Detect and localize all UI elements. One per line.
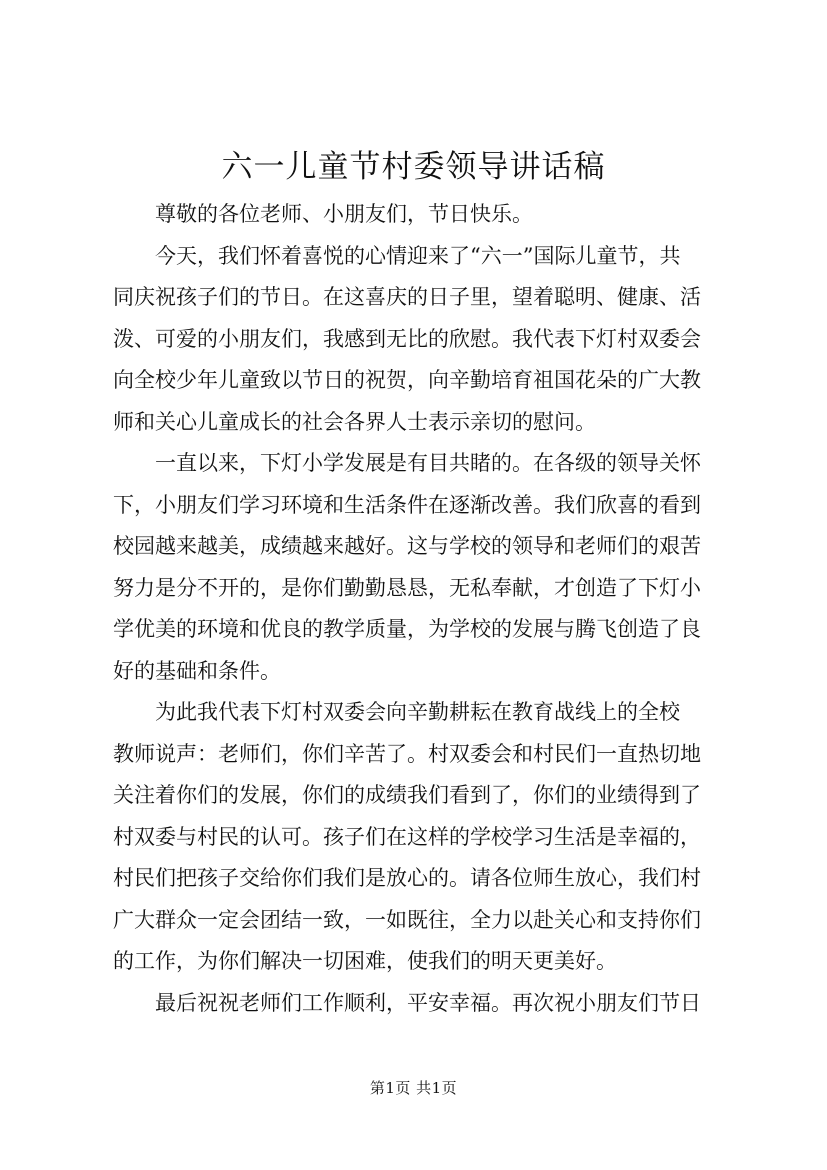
body-line: 关注着你们的发展，你们的成绩我们看到了，你们的业绩得到了 (113, 783, 701, 807)
body-line: 好的基础和条件。 (113, 658, 281, 683)
body-line: 尊敬的各位老师、小朋友们，节日快乐。 (155, 202, 533, 226)
body-line: 的工作，为你们解决一切困难，使我们的明天更美好。 (113, 949, 617, 973)
body-line: 一直以来，下灯小学发展是有目共睹的。在各级的领导关怀 (155, 451, 701, 475)
body-line: 今天，我们怀着喜悦的心情迎来了“六一”国际儿童节，共 (155, 243, 681, 268)
body-line: 泼、可爱的小朋友们，我感到无比的欣慰。我代表下灯村双委会 (113, 326, 701, 351)
body-line: 校园越来越美，成绩越来越好。这与学校的领导和老师们的艰苦 (113, 534, 701, 558)
body-line: 村民们把孩子交给你们我们是放心的。请各位师生放心，我们村 (113, 866, 701, 890)
body-line: 教师说声：老师们，你们辛苦了。村双委会和村民们一直热切地 (113, 741, 701, 766)
body-line: 师和关心儿童成长的社会各界人士表示亲切的慰问。 (113, 409, 596, 434)
body-line: 向全校少年儿童致以节日的祝贺，向辛勤培育祖国花朵的广大教 (113, 368, 701, 392)
document-body (113, 194, 723, 1024)
body-line: 广大群众一定会团结一致，一如既往，全力以赴关心和支持你们 (113, 907, 701, 932)
body-line: 学优美的环境和优良的教学质量，为学校的发展与腾飞创造了良 (113, 617, 701, 641)
body-line: 村双委与村民的认可。孩子们在这样的学校学习生活是幸福的， (113, 824, 701, 849)
page-number-footer: 第1页 共1页 (369, 1079, 458, 1097)
body-line: 最后祝祝老师们工作顺利，平安幸福。再次祝小朋友们节日 (155, 990, 701, 1015)
body-line: 同庆祝孩子们的节日。在这喜庆的日子里，望着聪明、健康、活 (113, 285, 701, 309)
body-line: 为此我代表下灯村双委会向辛勤耕耘在教育战线上的全校 (155, 700, 680, 724)
document-title: 六一儿童节村委领导讲话稿 (221, 149, 606, 185)
body-line: 下，小朋友们学习环境和生活条件在逐渐改善。我们欣喜的看到 (113, 492, 701, 517)
body-line: 努力是分不开的，是你们勤勤恳恳，无私奉献，才创造了下灯小 (113, 575, 701, 600)
